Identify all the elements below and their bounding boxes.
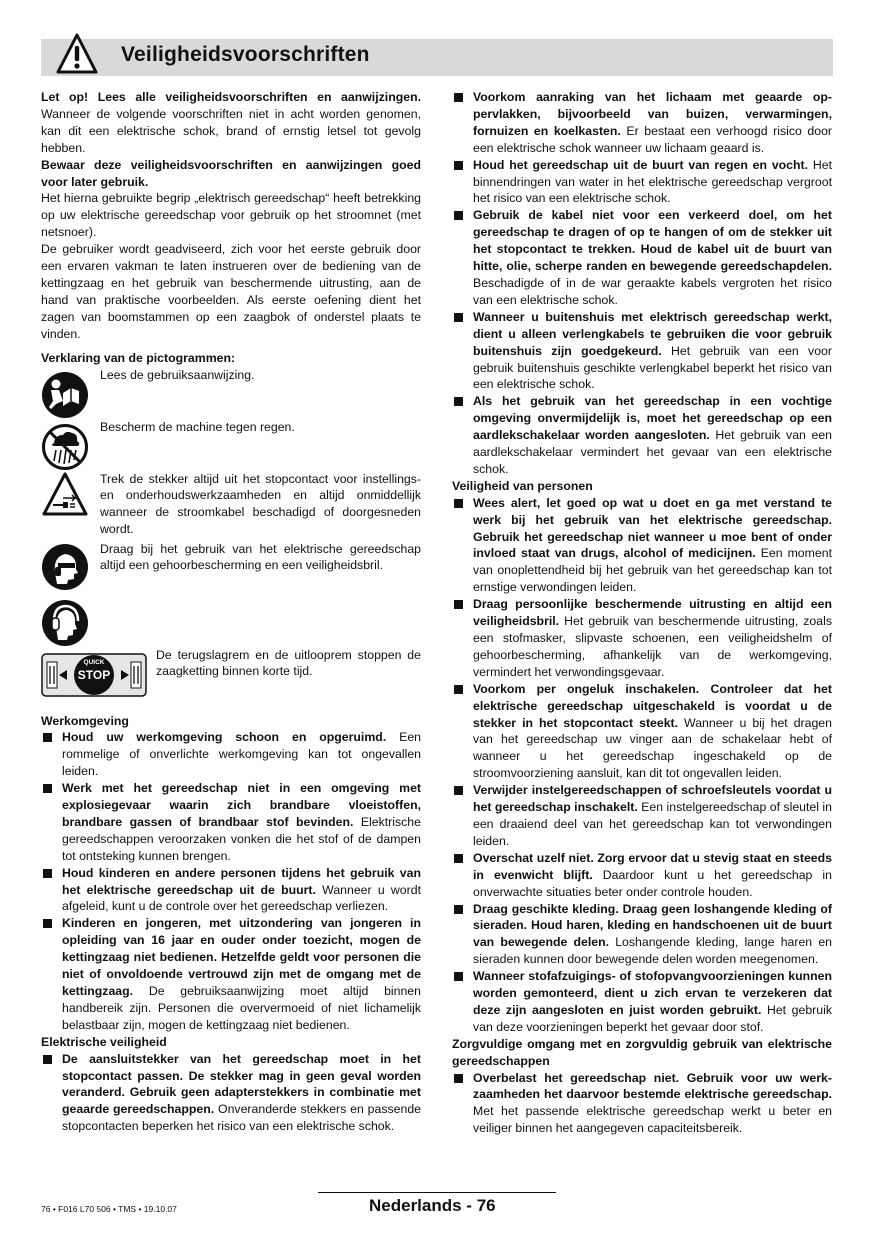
page-number: Nederlands - 76 [369, 1196, 496, 1215]
section-header [41, 39, 833, 76]
pictogram-row [41, 367, 421, 419]
warning-triangle-icon [55, 32, 99, 76]
pictogram-row [41, 471, 421, 541]
pictogram-text-3: Trek de stekker altijd uit het stopcontact voor instellings- en onderhoudswerkzaamheden en altijd onmiddellijk wanneer de stroomkabel beschadigd of doorgesneden wordt. [100, 471, 421, 537]
pictogram-text-4: Draag bij het gebruik van het elektrische gereedschap altijd een gehoorbescherming en een veiligheidsbril. [100, 541, 421, 573]
pictogram-row [41, 647, 421, 713]
list-item: Wanneer stofafzuigings- of stofopvangvoorzieningen kunnen worden gemonteerd, dient u zich ervan te verzekeren dat deze zijn aangesloten en juist worden gebruikt. Het gebruik van deze voorzieningen beperkt het gevaar door stof. [452, 968, 832, 1036]
list-item: Voorkom per ongeluk inschakelen. Controleer dat het elektrische gereedschap uitgeschakeld is voordat u de stekker in het stopcontact steekt. Wanneer u bij het dragen van het gereedschap uw vinger aan de schakelaar hebt of wanneer u het gereedschap ingeschakeld op de stroomvoorziening aansluit, kan dit tot ongevallen leiden. [452, 681, 832, 782]
ear-protection-icon [41, 599, 89, 647]
list-item: Draag geschikte kleding. Draag geen loshangende kleding of sieraden. Houd haren, kleding en handschoenen uit de buurt van bewegende delen. Loshangende kleding, lange haren en sieraden kunnen door bewegende delen worden meegenomen. [452, 901, 832, 969]
pictogram-text-5: De terugslagrem en de uitlooprem stoppen de zaagketting binnen korte tijd. [156, 647, 421, 679]
pictogram-row [41, 597, 421, 647]
section-heading-zorgvuldige-omgang: Zorgvuldige omgang met en zorgvuldig gebruik van elektrische gereedschappen [452, 1036, 832, 1068]
intro-paragraph-4: De gebruiker wordt geadviseerd, zich voor het eerste gebruik door een ervaren vakman te laten instrueren over de bediening van de kettingzaag en het gebruik van beschermende uitrusting, aan de hand van praktische voorbeelden. Als eerste oefening dient het zagen van boomstammen op een zaagbok of onderstel plaats te vinden. [41, 242, 421, 341]
list-item: Overschat uzelf niet. Zorg ervoor dat u stevig staat en steeds in evenwicht blijft. Daardoor kunt u het gereedschap in onverwachte situaties beter onder controle houden. [452, 850, 832, 901]
list-item: Overbelast het gereedschap niet. Gebruik voor uw werkzaamheden het daarvoor bestemde elektrische gereedschap. Met het passende elektrische gereedschap werkt u beter en veiliger binnen het aangegeven capaciteitsbereik. [452, 1070, 832, 1138]
list-item: Houd kinderen en andere personen tijdens het gebruik van het elektrische gereedschap uit de buurt. Wanneer u wordt afgeleid, kunt u de controle over het gereedschap verliezen. [41, 865, 421, 916]
right-column [452, 89, 832, 1137]
ear-eye-protection-icon [41, 543, 89, 591]
footer-divider [318, 1192, 556, 1193]
quick-stop-label-bottom: STOP [77, 667, 111, 682]
list-item: De aansluitstekker van het gereedschap moet in het stopcontact passen. De stekker mag in geen geval worden veranderd. Gebruik geen adapterstekkers in combinatie met geaarde gereedschappen. Onveranderde stekkers en passende stopcontacten beperken het risico van een elektrische schok. [41, 1051, 421, 1136]
list-item: Voorkom aanraking van het lichaam met geaarde oppervlakken, bijvoorbeeld van buizen, verwarmingen, fornuizen en koelkasten. Er bestaat een verhoogd risico door een elektrische schok wanneer uw lichaam geaard is. [452, 89, 832, 157]
list-item: Houd het gereedschap uit de buurt van regen en vocht. Het binnendringen van water in het elektrische gereedschap vergroot het risico van een elektrische schok. [452, 157, 832, 208]
section-heading-elektrische-veiligheid: Elektrische veiligheid [41, 1034, 167, 1049]
list-item: Als het gebruik van het gereedschap in een vochtige omgeving onvermijdelijk is, moet het gereedschap op een aardlekschakelaar worden aangesloten. Het gebruik van een aardlekschakelaar vermindert het gevaar van een elektrische schok. [452, 393, 832, 478]
list-item: Wees alert, let goed op wat u doet en ga met verstand te werk bij het gebruik van het elektrische gereedschap. Gebruik het gereedschap niet wanneer u moe bent of onder invloed staat van drugs, alcohol of medicijnen. Een moment van onoplettendheid bij het gebruik van het gereedschap kan tot ernstige verwondingen leiden. [452, 495, 832, 596]
section-heading-veiligheid-personen: Veiligheid van personen [452, 478, 593, 493]
quick-stop-label-top: QUICK [83, 658, 105, 666]
list-item: Houd uw werkomgeving schoon en opgeruimd. Een rommelige of onverlichte werkomgeving kan tot ongevallen leiden. [41, 729, 421, 780]
list-item: Kinderen en jongeren, met uitzondering van jongeren in opleiding van 16 jaar en ouder onder toezicht, mogen de kettingzaag niet bedienen. Hetzelfde geldt voor personen die niet of onvoldoende vertrouwd zijn met de omgang met de kettingzaag. De gebruiksaanwijzing moet altijd binnen handbereik zijn. Personen die oververmoeid of niet lichamelijk belastbaar zijn, mogen de kettingzaag niet bedienen. [41, 915, 421, 1033]
intro-paragraph-1: Let op! Lees alle veiligheidsvoorschriften en aanwijzingen. Wanneer de volgende voorschriften niet in acht worden genomen, kan dit een elektrische schok, brand of ernstig letsel tot gevolg hebben. [41, 90, 421, 155]
page-title: Veiligheidsvoorschriften [121, 43, 370, 66]
pictogram-row [41, 419, 421, 471]
unplug-warning-icon [41, 471, 89, 519]
intro-paragraph-2: Bewaar deze veiligheidsvoorschriften en aanwijzingen goed voor later gebruik. [41, 157, 421, 189]
pictogram-row [41, 541, 421, 597]
section-heading-werkomgeving: Werkomgeving [41, 713, 129, 728]
footer-code: 76 • F016 L70 506 • TMS • 19.10.07 [41, 1204, 177, 1214]
pictogram-heading: Verklaring van de pictogrammen: [41, 350, 236, 365]
read-manual-icon [41, 371, 89, 419]
list-item: Verwijder instelgereedschappen of schroefsleutels voordat u het gereedschap inschakelt. Een instelgereedschap of sleutel in een draaiend deel van het gereedschap kan tot verwondingen leiden. [452, 782, 832, 850]
list-item: Wanneer u buitenshuis met elektrisch gereedschap werkt, dient u alleen verlengkabels te gebruiken die voor gebruik buitenshuis zijn goedgekeurd. Het gebruik van een voor gebruik buitenshuis geschikte verlengkabel beperkt het risico van een elektrische schok. [452, 309, 832, 394]
list-item: Draag persoonlijke beschermende uitrusting en altijd een veiligheidsbril. Het gebruik van beschermende uitrusting, zoals een stofmasker, slipvaste schoenen, een veiligheidshelm of gehoorbescherming, afhankelijk van de werkomgeving, vermindert het verwondingsgevaar. [452, 596, 832, 681]
pictogram-text-1: Lees de gebruiksaanwijzing. [100, 367, 255, 382]
pictogram-text-2: Bescherm de machine tegen regen. [100, 419, 295, 434]
intro-paragraph-3: Het hierna gebruikte begrip „elektrisch gereedschap“ heeft betrekking op uw elektrische gereedschap voor gebruik op het stroomnet (met netsnoer). [41, 191, 421, 240]
list-item: Gebruik de kabel niet voor een verkeerd doel, om het gereedschap te dragen of op te hangen of om de stekker uit het stopcontact te trekken. Houd de kabel uit de buurt van hitte, olie, scherpe randen en bewegende gereedschapdelen. Beschadigde of in de war geraakte kabels vergroten het risico van een elektrische schok. [452, 207, 832, 308]
no-rain-icon [41, 423, 89, 471]
left-column [41, 89, 421, 1135]
list-item: Werk met het gereedschap niet in een omgeving met explosiegevaar waarin zich brandbare vloeistoffen, brandbare gassen of brandbaar stof bevinden. Elektrische gereedschappen veroorzaken vonken die het stof of de dampen tot ontsteking kunnen brengen. [41, 780, 421, 865]
